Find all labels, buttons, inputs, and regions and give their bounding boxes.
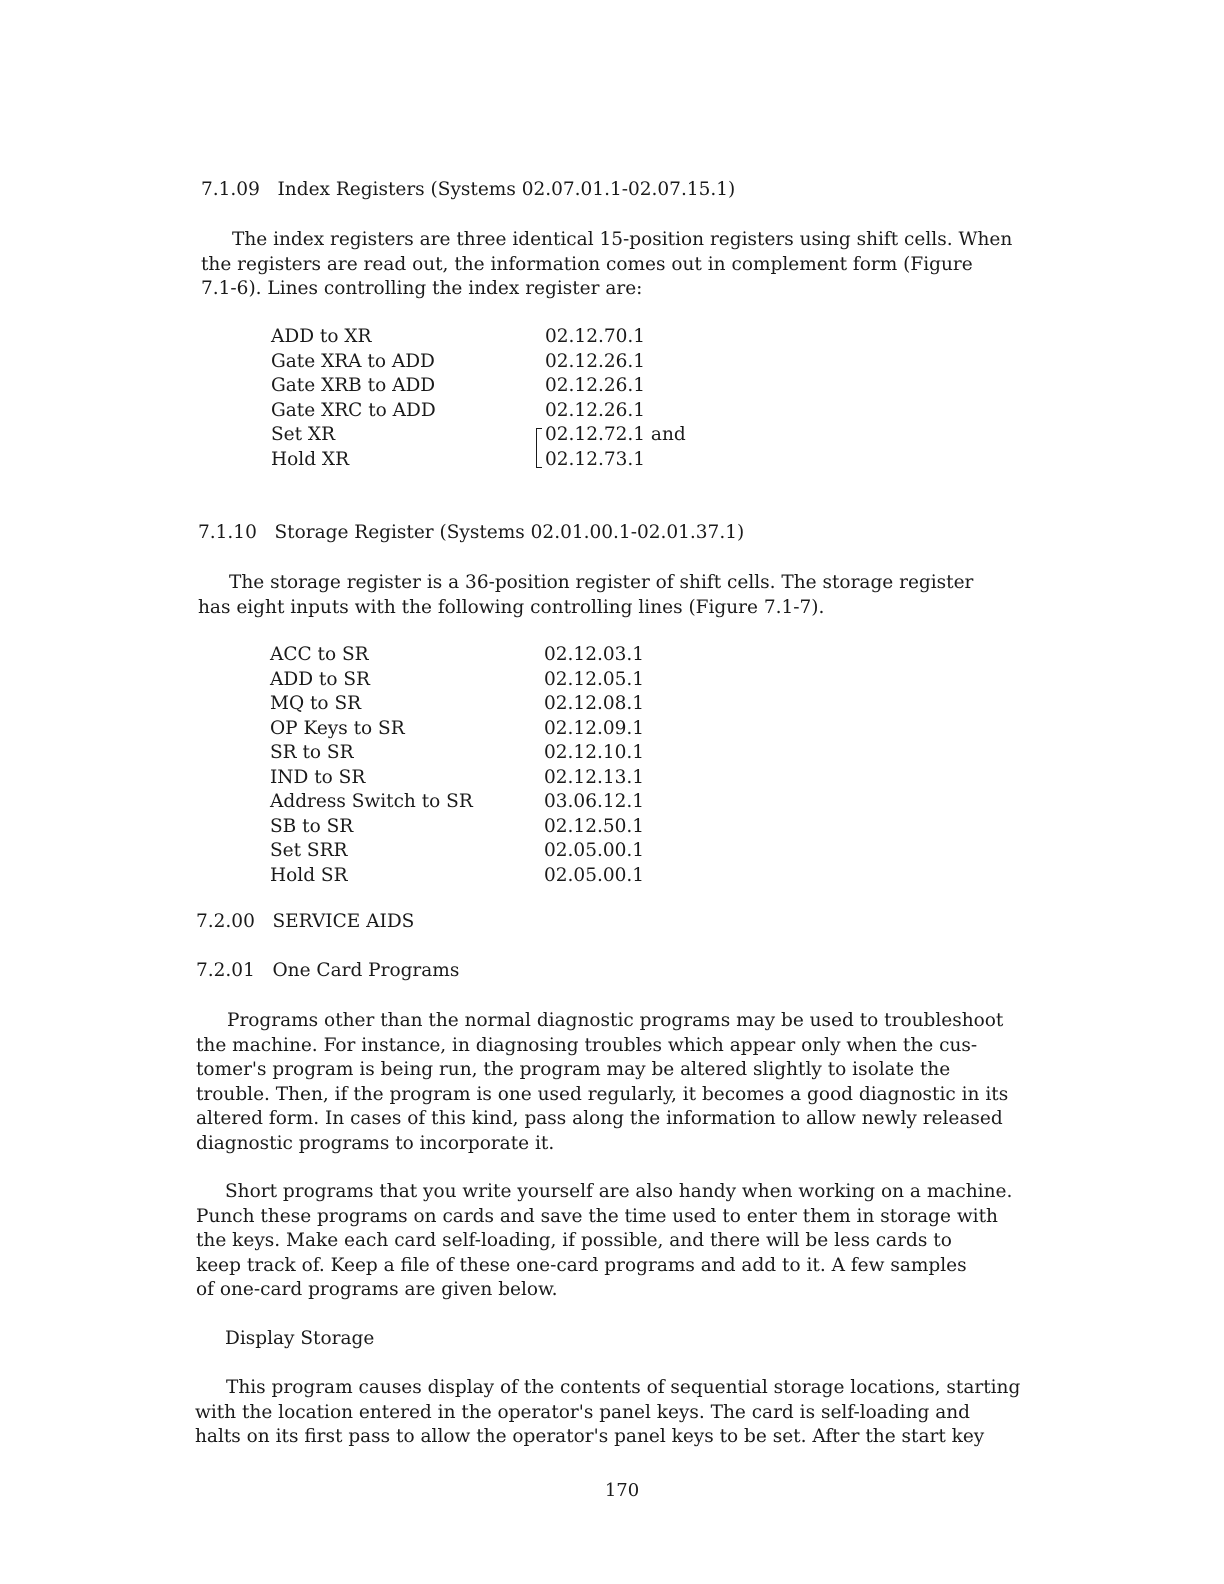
line-value: 02.12.26.1	[545, 399, 646, 421]
line-label: IND to SR	[270, 766, 366, 788]
paragraph-line: the keys. Make each card self-loading, if possible, and there will be less cards to	[196, 1230, 952, 1251]
section-number: 7.2.01	[196, 960, 255, 981]
paragraph-line: Programs other than the normal diagnostic programs may be used to troubleshoot	[227, 1010, 1004, 1031]
table-row	[270, 815, 770, 840]
line-label: Hold SR	[270, 864, 348, 886]
line-value: 02.12.13.1	[544, 766, 645, 788]
table-row	[271, 374, 771, 399]
line-label: ADD to SR	[270, 668, 370, 690]
section-heading-7-1-10	[198, 521, 744, 546]
paragraph-line: Short programs that you write yourself are also handy when working on a machine.	[225, 1181, 1013, 1202]
line-label: Address Switch to SR	[270, 791, 473, 812]
section-heading-7-2-00	[196, 910, 414, 935]
paragraph-line: the registers are read out, the information comes out in complement form (Figure	[201, 253, 973, 275]
line-value: 02.12.03.1	[544, 644, 645, 665]
table-row	[270, 839, 770, 864]
storage-register-lines-table	[270, 643, 770, 888]
line-value: 02.12.09.1	[544, 717, 645, 739]
paragraph-line: Punch these programs on cards and save the time used to enter them in storage with	[196, 1205, 998, 1227]
table-row	[270, 692, 770, 717]
paragraph-line: trouble. Then, if the program is one used regularly, it becomes a good diagnostic in its	[196, 1083, 1009, 1105]
paragraph-line: altered form. In cases of this kind, pass along the information to allow newly released	[196, 1108, 1003, 1129]
line-label: Set SRR	[270, 840, 348, 861]
curly-brace	[536, 428, 543, 468]
display-storage-paragraph	[195, 1376, 1065, 1450]
paragraph-line: keep track of. Keep a file of these one-card programs and add to it. A few samples	[196, 1254, 967, 1276]
paragraph-line: The storage register is a 36-position register of shift cells. The storage register	[229, 572, 974, 593]
paragraph-line: 7.1-6). Lines controlling the index register are:	[201, 278, 643, 299]
table-row	[270, 668, 770, 693]
line-label: Gate XRB to ADD	[271, 375, 436, 396]
section-title: SERVICE AIDS	[272, 911, 415, 932]
line-value: 02.12.10.1	[544, 742, 645, 763]
line-label: Set XR	[271, 424, 336, 445]
section-heading-7-2-01	[196, 959, 459, 984]
storage-register-paragraph	[198, 571, 1068, 620]
line-label: Gate XRA to ADD	[271, 350, 435, 372]
paragraph-line: has eight inputs with the following controlling lines (Figure 7.1-7).	[198, 596, 825, 618]
section-title: Index Registers (Systems 02.07.01.1-02.07.15.1)	[277, 179, 736, 200]
section-heading-7-1-09	[201, 178, 735, 203]
line-value: 02.12.26.1	[545, 350, 646, 372]
section-title: One Card Programs	[272, 960, 460, 981]
paragraph-line: The index registers are three identical 15-position registers using shift cells. When	[232, 229, 1013, 250]
line-value: 02.05.00.1	[544, 840, 645, 861]
section-number: 7.1.09	[201, 179, 260, 200]
table-row	[270, 864, 770, 889]
table-row	[271, 448, 771, 473]
table-row	[270, 766, 770, 791]
table-row	[270, 717, 770, 742]
line-value: 02.12.72.1 and	[545, 424, 686, 445]
section-number: 7.1.10	[198, 522, 257, 543]
table-row	[270, 741, 770, 766]
line-label: Gate XRC to ADD	[271, 399, 436, 421]
line-label: MQ to SR	[270, 693, 362, 714]
line-label: SR to SR	[270, 742, 354, 763]
line-value: 02.12.05.1	[544, 668, 645, 690]
paragraph-line: the machine. For instance, in diagnosing troubles which appear only when the cus-	[196, 1034, 978, 1056]
line-value: 02.12.70.1	[545, 326, 646, 347]
paragraph-line: with the location entered in the operator's panel keys. The card is self-loading and	[195, 1401, 971, 1423]
table-row	[270, 643, 770, 668]
line-label: SB to SR	[270, 815, 354, 837]
line-label: ADD to XR	[271, 326, 372, 347]
index-register-lines-table	[271, 325, 771, 472]
line-value: 02.12.26.1	[545, 375, 646, 396]
line-value: 02.05.00.1	[544, 864, 645, 886]
table-row	[271, 399, 771, 424]
one-card-programs-paragraph-2	[196, 1180, 1066, 1303]
subheading-display-storage: Display Storage	[225, 1328, 375, 1349]
one-card-programs-paragraph-1	[196, 1009, 1066, 1156]
line-value: 02.12.73.1	[545, 448, 646, 470]
section-number: 7.2.00	[196, 911, 255, 932]
paragraph-line: This program causes display of the contents of sequential storage locations, starting	[226, 1377, 1021, 1398]
page-number: 170	[604, 1480, 640, 1501]
paragraph-line: halts on its first pass to allow the operator's panel keys to be set. After the start key	[195, 1426, 985, 1447]
paragraph-line: of one-card programs are given below.	[196, 1279, 558, 1300]
table-row	[271, 423, 771, 448]
index-registers-paragraph	[201, 228, 1071, 302]
table-row	[270, 790, 770, 815]
line-value: 03.06.12.1	[544, 791, 645, 812]
line-label: Hold XR	[271, 448, 350, 470]
line-label: ACC to SR	[270, 644, 369, 665]
table-row	[271, 325, 771, 350]
table-row	[271, 350, 771, 375]
paragraph-line: tomer's program is being run, the program may be altered slightly to isolate the	[196, 1059, 951, 1080]
section-title: Storage Register (Systems 02.01.00.1-02.01.37.1)	[274, 522, 745, 543]
line-label: OP Keys to SR	[270, 717, 405, 739]
line-value: 02.12.08.1	[544, 693, 645, 714]
line-value: 02.12.50.1	[544, 815, 645, 837]
paragraph-line: diagnostic programs to incorporate it.	[196, 1132, 555, 1154]
